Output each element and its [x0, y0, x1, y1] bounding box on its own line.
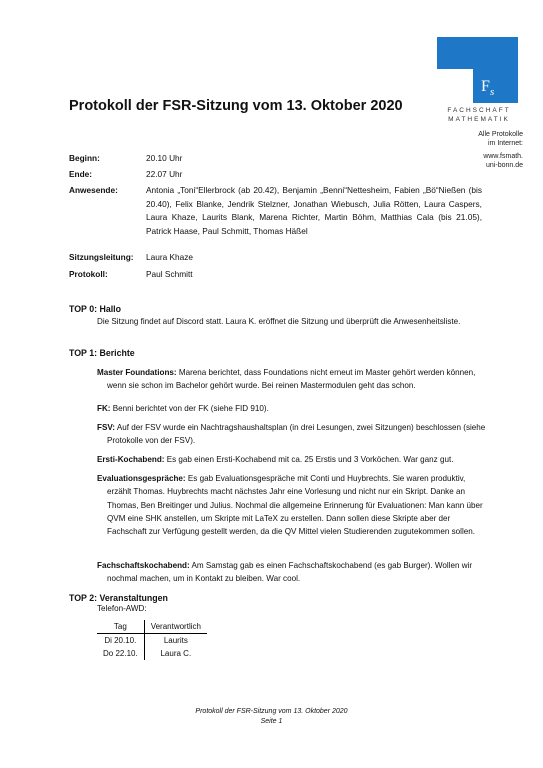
footer-title: Protokoll der FSR-Sitzung vom 13. Oktober 2020	[195, 708, 348, 715]
logo-block-top-right	[473, 37, 518, 69]
report-fsv: FSV: Auf der FSV wurde ein Nachtragshaushaltsplan (in drei Lesungen, zwei Sitzungen) beschlossen (siehe Protokolle von der FSV).	[97, 423, 486, 446]
logo-line-fachschaft: FACHSCHAFT	[447, 107, 511, 114]
document-title: Protokoll der FSR-Sitzung vom 13. Oktober 2020	[69, 98, 403, 114]
table-cell-tag: Di 20.10.	[97, 634, 144, 648]
table-row	[97, 647, 207, 660]
table-header-verantwortlich: Verantwortlich	[144, 620, 207, 634]
report-evaluationsgespraeche: Evaluationsgespräche: Es gab Evaluationsgespräche mit Conti und Huybrechts. Sie waren produktiv, erzählt Thomas. Huybrechts macht nächstes Jahr eine Vorlesung und nicht nur ein Skript. Danke an Thomas, Ben Breitinger und Julius. Nochmal die allgemeine Erinnerung für Evaluationen: Man kann über QVM eine SHK anstellen, um Skripte mit LaTeX zu erstellen. Dann sollen diese Skripte aber der Fachschaft zur Verfügung gestellt werden, da die QV Mittel vielen Studierenden zugutekommen sollen.	[97, 474, 483, 537]
top0-heading: TOP 0: Hallo	[69, 304, 121, 314]
top1-heading: TOP 1: Berichte	[69, 348, 135, 358]
report-fachschaftskochabend: Fachschaftskochabend: Am Samstag gab es einen Fachschaftskochabend (es gab Burger). Wollen wir nochmal machen, um in Kontakt zu bleiben. War cool.	[97, 561, 473, 584]
table-header-row	[97, 620, 207, 634]
report-master-foundations: Master Foundations: Marena berichtet, dass Foundations nicht erneut im Master gehört werden können, wenn sie schon im Bachelor gehört wurde. Bei reinen Mastermodulen geht das schon.	[97, 368, 476, 391]
table-cell-verantwortlich: Laura C.	[160, 649, 192, 658]
footer-page-number: Seite 1	[260, 718, 283, 725]
table-header-tag: Tag	[97, 620, 144, 634]
report-ersti-kochabend: Ersti-Kochabend: Es gab einen Ersti-Kochabend mit ca. 25 Erstis und 3 Vorköchen. War ganz gut.	[97, 455, 454, 464]
table-cell-tag: Do 22.10.	[97, 647, 144, 660]
logo-fs-mark: F s	[481, 78, 495, 98]
table-row	[97, 634, 207, 648]
logo-block-top-left	[437, 37, 473, 69]
side-note: Alle Protokolle im Internet:	[478, 131, 523, 147]
telefon-awd-table	[97, 620, 207, 660]
top2-heading: TOP 2: Veranstaltungen	[69, 593, 168, 603]
telefon-awd-label: Telefon-AWD:	[97, 604, 147, 613]
table-cell-verantwortlich: Laurits	[163, 636, 188, 645]
top0-text: Die Sitzung findet auf Discord statt. Laura K. eröffnet die Sitzung und überprüft die Anwesenheitsliste.	[97, 317, 461, 326]
report-fk: FK: Benni berichtet von der FK (siehe FID 910).	[97, 404, 269, 413]
protocol-website-link[interactable]: www.fsmath. uni-bonn.de	[483, 153, 523, 169]
logo-line-mathematik: MATHEMATIK	[448, 116, 510, 123]
